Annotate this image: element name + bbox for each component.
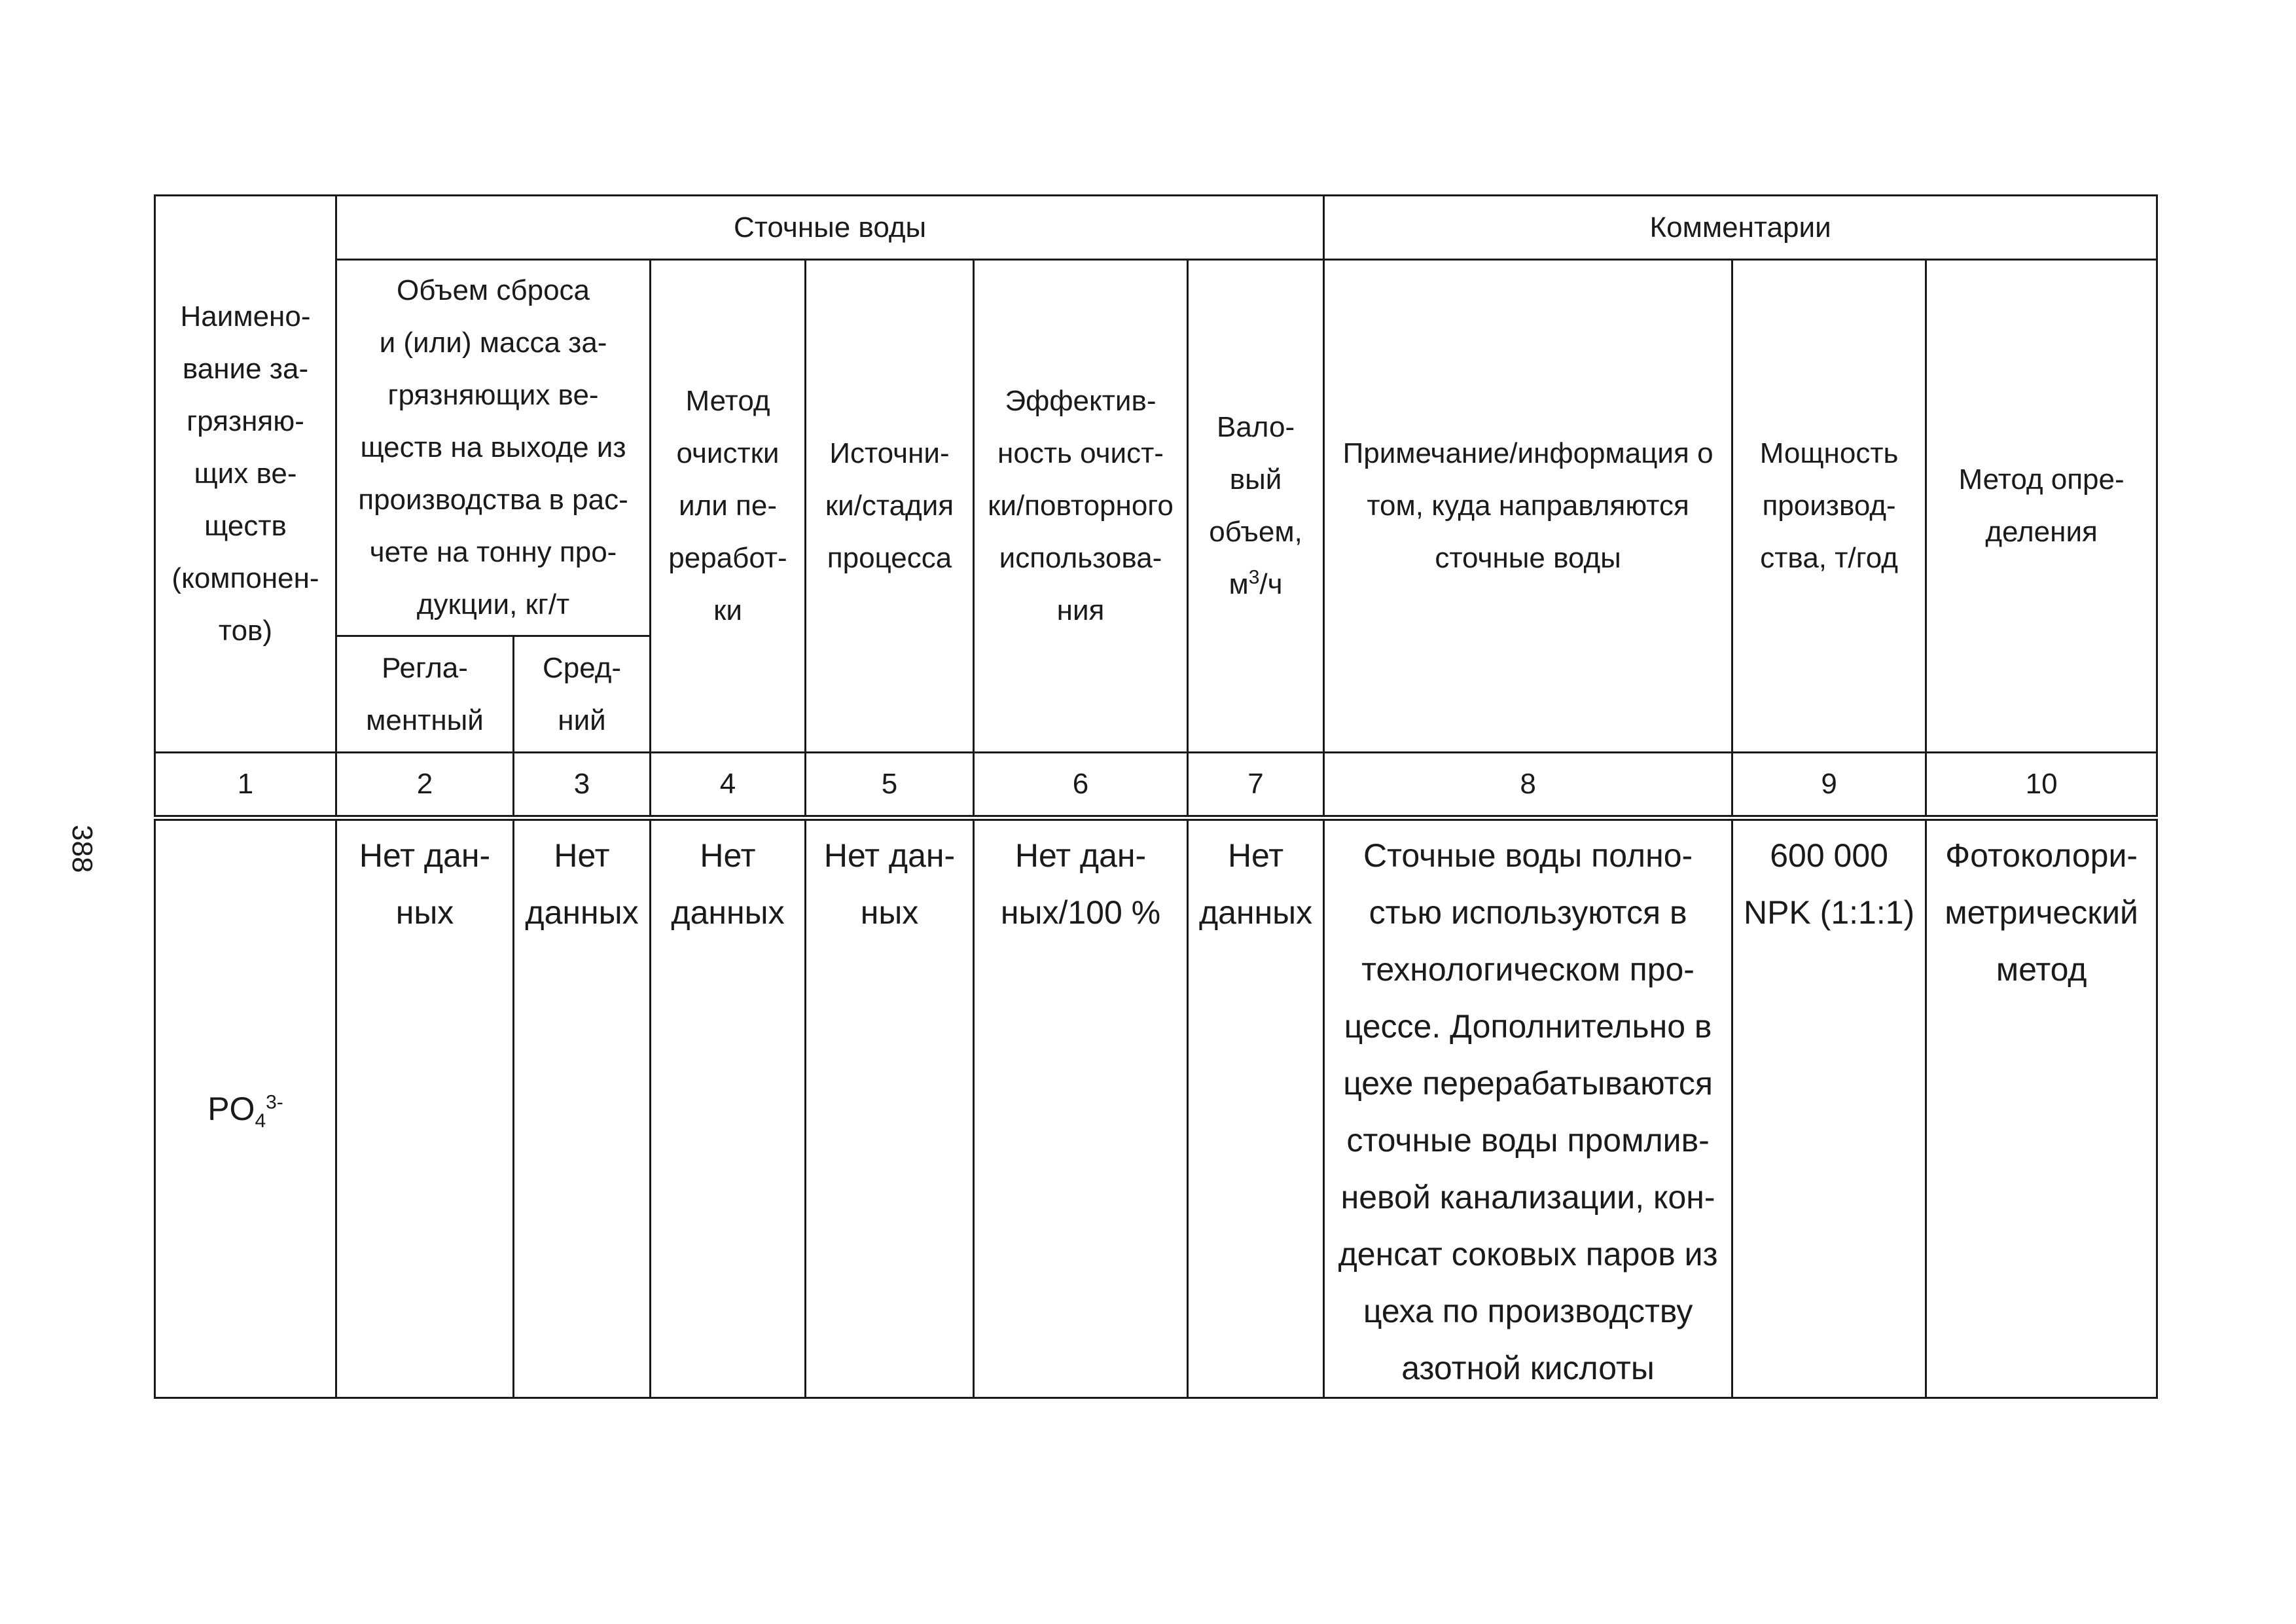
text-line: ки/повторного bbox=[988, 490, 1174, 522]
text-line: Метод bbox=[685, 385, 770, 417]
column-number: 3 bbox=[514, 753, 651, 818]
header-component-name bbox=[155, 196, 336, 753]
sources-stage-value bbox=[806, 818, 974, 1398]
text-line: технологическом про- bbox=[1361, 951, 1695, 988]
header-group-comments: Комментарии bbox=[1324, 196, 2157, 260]
text-line: ментный bbox=[366, 704, 484, 736]
text-line: Нет дан- bbox=[823, 837, 956, 874]
text-line: грязняющих ве- bbox=[387, 379, 599, 411]
text-line: сточные воды bbox=[1435, 542, 1621, 574]
text-line: Фотоколори- bbox=[1945, 837, 2138, 874]
component-formula: $PO_4^{3-}$ bbox=[207, 1091, 283, 1132]
text-line: вание за- bbox=[182, 353, 309, 385]
capacity-value bbox=[1732, 818, 1926, 1398]
text-line: азотной кислоты bbox=[1401, 1350, 1655, 1386]
text-line: ных bbox=[860, 894, 919, 931]
text-line: ность очист- bbox=[997, 437, 1164, 469]
text-line: ных/100 % bbox=[1000, 894, 1161, 931]
text-line: объем, bbox=[1209, 516, 1302, 548]
text-line: (компонен- bbox=[171, 562, 319, 594]
text-line: Примечание/информация о bbox=[1342, 437, 1713, 469]
text-line: цехе перерабатываются bbox=[1343, 1065, 1713, 1102]
text-line: Нет bbox=[554, 837, 610, 874]
text-line: 600 000 bbox=[1770, 837, 1888, 874]
text-line: метрический bbox=[1945, 894, 2138, 931]
column-number: 9 bbox=[1732, 753, 1926, 818]
text-line: и (или) масса за- bbox=[379, 327, 607, 359]
text-line: ных bbox=[395, 894, 454, 931]
text-line: Мощность bbox=[1759, 437, 1899, 469]
text-line: чете на тонну про- bbox=[369, 536, 617, 568]
text-line: использова- bbox=[999, 542, 1162, 574]
column-number-row bbox=[155, 753, 2157, 818]
text-line: Объем сброса bbox=[396, 274, 590, 306]
text-line: цеха по производству bbox=[1363, 1293, 1693, 1329]
header-average bbox=[514, 636, 651, 753]
header-efficiency bbox=[974, 260, 1188, 753]
header-treatment-method bbox=[651, 260, 806, 753]
text-line: ки bbox=[713, 594, 742, 626]
text-line: ществ bbox=[204, 510, 287, 542]
header-gross-volume bbox=[1188, 260, 1324, 753]
column-number: 7 bbox=[1188, 753, 1324, 818]
text-line: ний bbox=[558, 704, 606, 736]
text-line: Сред- bbox=[542, 651, 622, 684]
text-line: Эффектив- bbox=[1005, 385, 1157, 417]
text-line: ществ на выходе из bbox=[360, 431, 626, 463]
text-line: ния bbox=[1056, 594, 1105, 626]
component-cell bbox=[155, 818, 336, 1398]
column-number: 8 bbox=[1324, 753, 1732, 818]
text-line: реработ- bbox=[668, 542, 787, 574]
text-line: Нет bbox=[1227, 837, 1284, 874]
text-line: деления bbox=[1985, 516, 2098, 548]
average-value bbox=[514, 818, 651, 1398]
text-line: Нет дан- bbox=[1014, 837, 1147, 874]
header-discharge-volume bbox=[336, 260, 651, 636]
table-row bbox=[155, 818, 2157, 1398]
text-line: Регла- bbox=[382, 651, 468, 684]
text-line: сточные воды промлив- bbox=[1346, 1122, 1710, 1159]
text-line: очистки bbox=[676, 437, 780, 469]
regulatory-value bbox=[336, 818, 514, 1398]
text-line: том, куда направляются bbox=[1367, 490, 1689, 522]
column-number: 5 bbox=[806, 753, 974, 818]
efficiency-value bbox=[974, 818, 1188, 1398]
note-value bbox=[1324, 818, 1732, 1398]
text-line: денсат соковых паров из bbox=[1338, 1236, 1718, 1272]
text-line: производ- bbox=[1762, 490, 1896, 522]
treatment-method-value bbox=[651, 818, 806, 1398]
text-line: тов) bbox=[218, 615, 273, 647]
text-line: стью используются в bbox=[1369, 894, 1687, 931]
determination-method-value bbox=[1926, 818, 2157, 1398]
column-number: 1 bbox=[155, 753, 336, 818]
text-line: щих ве- bbox=[194, 458, 297, 490]
header-regulatory bbox=[336, 636, 514, 753]
text-line: данных bbox=[1198, 894, 1313, 931]
text-line: ства, т/год bbox=[1760, 542, 1898, 574]
header-determination-method bbox=[1926, 260, 2157, 753]
page-number: 388 bbox=[66, 825, 98, 873]
column-number: 10 bbox=[1926, 753, 2157, 818]
text-line: Источни- bbox=[829, 437, 950, 469]
text-line: процесса bbox=[827, 542, 952, 574]
text-line: производства в рас- bbox=[358, 484, 628, 516]
header-capacity bbox=[1732, 260, 1926, 753]
text-line: Вало- bbox=[1216, 411, 1295, 443]
text-line: Нет дан- bbox=[359, 837, 491, 874]
text-line: дукции, кг/т bbox=[416, 588, 570, 621]
text-line: ки/стадия bbox=[825, 490, 954, 522]
wastewater-table bbox=[154, 194, 2158, 1399]
text-line: метод bbox=[1996, 951, 2087, 988]
column-number: 4 bbox=[651, 753, 806, 818]
gross-volume-value bbox=[1188, 818, 1324, 1398]
text-line: грязняю- bbox=[187, 405, 304, 437]
text-line: Сточные воды полно- bbox=[1363, 837, 1693, 874]
gross-volume-unit: $м^3/ч$ bbox=[1229, 566, 1283, 600]
text-line: Нет bbox=[700, 837, 756, 874]
text-line: невой канализации, кон- bbox=[1340, 1179, 1715, 1216]
column-number: 6 bbox=[974, 753, 1188, 818]
column-number: 2 bbox=[336, 753, 514, 818]
text-line: или пе- bbox=[678, 490, 777, 522]
text-line: данных bbox=[671, 894, 785, 931]
text-line: данных bbox=[525, 894, 639, 931]
text-line: вый bbox=[1229, 463, 1282, 496]
text-line: Наимено- bbox=[180, 300, 311, 333]
text-line: Метод опре- bbox=[1958, 463, 2125, 496]
header-sources-stage bbox=[806, 260, 974, 753]
text-line: цессе. Дополнительно в bbox=[1344, 1008, 1712, 1045]
text-line: NPK (1:1:1) bbox=[1743, 894, 1915, 931]
header-group-wastewater: Сточные воды bbox=[336, 196, 1324, 260]
header-note bbox=[1324, 260, 1732, 753]
